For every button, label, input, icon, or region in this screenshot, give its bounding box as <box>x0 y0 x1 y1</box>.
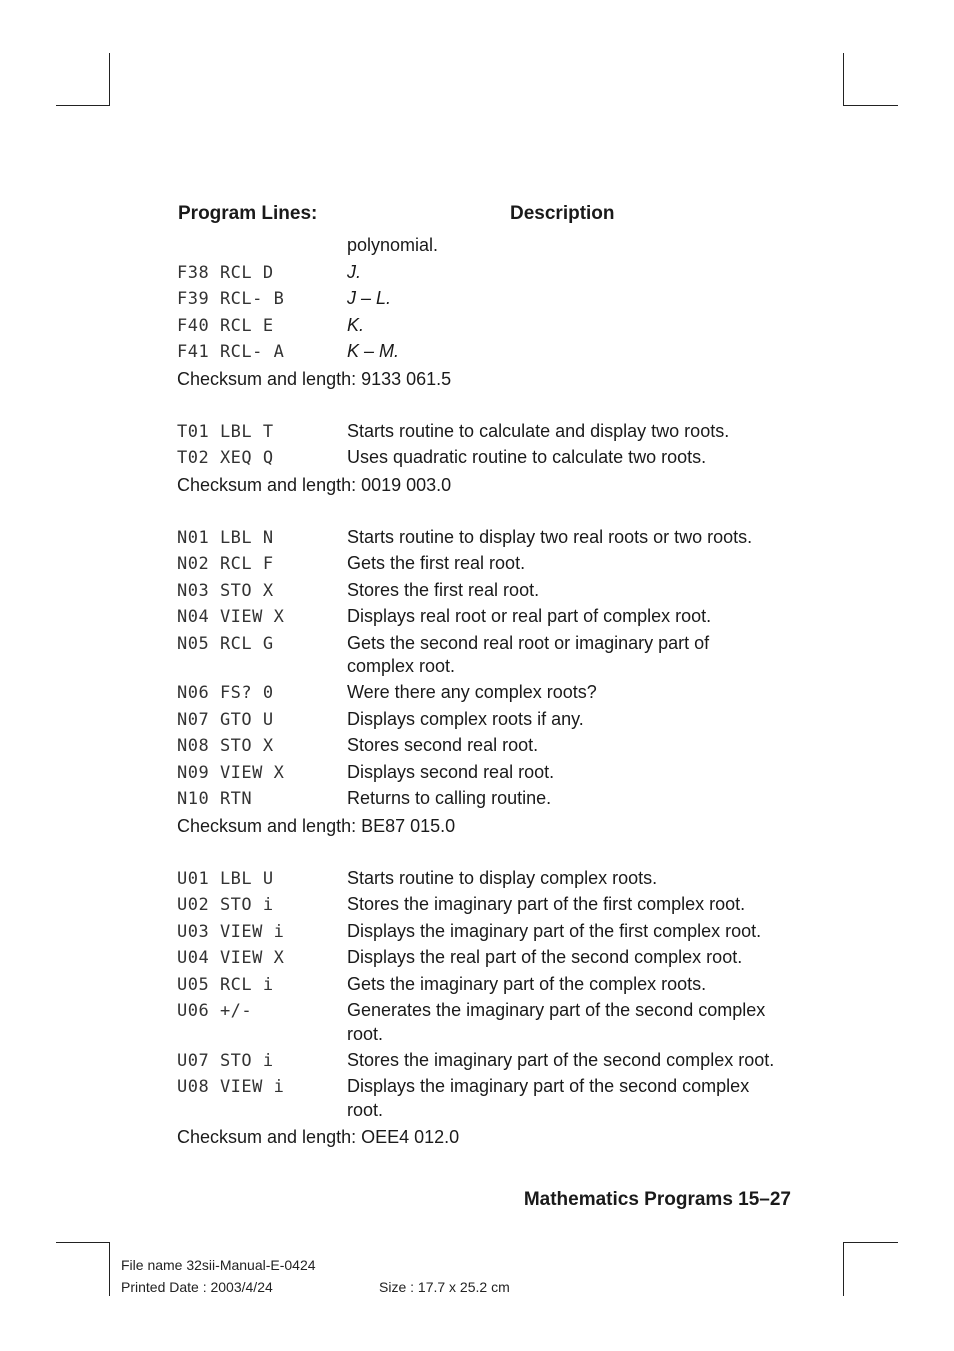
program-line-row <box>177 945 797 972</box>
crop-mark-bottom-right-vertical <box>843 1242 844 1296</box>
program-lines-header: Program Lines: <box>178 203 318 224</box>
crop-mark-top-left-horizontal <box>56 105 110 106</box>
program-line-row <box>177 445 797 472</box>
program-line-row <box>177 1048 797 1075</box>
program-step-code: F38 RCL D <box>177 262 274 283</box>
program-step-code: N10 RTN <box>177 789 253 809</box>
program-line-row <box>177 233 797 260</box>
description-line: Starts routine to calculate and display two roots. <box>347 420 730 441</box>
program-line-row <box>177 733 797 760</box>
program-step-description <box>347 866 657 891</box>
program-step-code: N06 FS? 0 <box>177 683 274 703</box>
program-step-code: F39 RCL- B <box>177 289 285 309</box>
program-step-description <box>347 419 729 444</box>
program-step-code: U08 VIEW i <box>177 1077 285 1097</box>
program-line-row <box>177 631 797 681</box>
description-line: Stores the imaginary part of the first complex root. <box>347 894 746 914</box>
description-line: Stores second real root. <box>347 735 539 755</box>
program-step-code: U06 +/- <box>177 1001 253 1021</box>
program-line-row <box>177 1074 797 1124</box>
description-line: K. <box>347 314 365 335</box>
program-step-code: N02 RCL F <box>177 554 274 574</box>
program-step-description <box>347 919 761 944</box>
program-line-row <box>177 866 797 893</box>
program-step-description <box>347 578 539 603</box>
program-line-row <box>177 339 797 366</box>
page-footer-title: Mathematics Programs 15–27 <box>523 1189 791 1210</box>
crop-mark-bottom-left-horizontal <box>56 1242 110 1243</box>
program-line-row <box>177 260 797 287</box>
program-step-description <box>347 233 438 258</box>
program-line-row <box>177 680 797 707</box>
program-step-description <box>347 339 399 364</box>
program-line-row <box>177 972 797 999</box>
program-step-description <box>347 631 709 679</box>
crop-mark-top-right-horizontal <box>843 105 898 106</box>
program-step-code: T01 LBL T <box>177 421 274 442</box>
program-step-code: F41 RCL- A <box>177 342 285 362</box>
program-step-code: N08 STO X <box>177 736 274 756</box>
description-line: Were there any complex roots? <box>347 682 597 702</box>
program-listing <box>177 233 797 1151</box>
program-step-description <box>347 760 554 785</box>
description-line: polynomial. <box>347 235 439 255</box>
program-step-description <box>347 525 752 550</box>
program-step-code: U03 VIEW i <box>177 921 285 942</box>
program-line-row <box>177 760 797 787</box>
crop-mark-bottom-left-vertical <box>109 1242 110 1296</box>
program-line-row <box>177 998 797 1048</box>
description-line: Gets the first real root. <box>347 553 526 573</box>
section-gap <box>177 499 797 525</box>
checksum-line: Checksum and length: BE87 015.0 <box>177 815 456 836</box>
description-line: Stores the imaginary part of the second complex root. <box>347 1049 775 1070</box>
program-step-code: U02 STO i <box>177 895 274 915</box>
description-line: Gets the second real root or imaginary part of <box>347 632 710 653</box>
program-step-description <box>347 260 361 285</box>
page-size: Size : 17.7 x 25.2 cm <box>379 1279 510 1295</box>
description-continuation-line: root. <box>347 1099 384 1120</box>
program-step-code: U01 LBL U <box>177 868 274 889</box>
description-line: Uses quadratic routine to calculate two roots. <box>347 447 707 467</box>
program-step-code: N04 VIEW X <box>177 607 285 627</box>
section-gap <box>177 393 797 419</box>
description-line: Displays real root or real part of complex root. <box>347 606 712 626</box>
program-step-code: U04 VIEW X <box>177 948 285 968</box>
description-line: Displays second real root. <box>347 761 555 782</box>
checksum-line: Checksum and length: OEE4 012.0 <box>177 1126 460 1147</box>
program-step-description <box>347 733 538 758</box>
program-step-description <box>347 972 706 997</box>
crop-mark-top-left-vertical <box>109 53 110 106</box>
description-line: Displays complex roots if any. <box>347 708 584 729</box>
program-step-description <box>347 707 584 732</box>
program-step-description <box>347 313 364 338</box>
program-step-code: U05 RCL i <box>177 974 274 995</box>
description-line: Stores the first real root. <box>347 579 540 600</box>
description-line: J – L. <box>347 288 392 308</box>
program-line-row <box>177 551 797 578</box>
program-step-description <box>347 998 765 1046</box>
program-step-description <box>347 445 706 470</box>
printed-date: Printed Date : 2003/4/24 <box>121 1279 273 1295</box>
description-line: Displays the imaginary part of the first complex root. <box>347 920 762 941</box>
program-step-description <box>347 1074 749 1122</box>
description-continuation-line: root. <box>347 1023 384 1044</box>
file-name: File name 32sii-Manual-E-0424 <box>121 1257 316 1273</box>
description-header: Description <box>510 203 615 224</box>
program-step-code: N07 GTO U <box>177 709 274 730</box>
description-line: Displays the real part of the second complex root. <box>347 947 743 967</box>
program-step-code: N05 RCL G <box>177 633 274 654</box>
program-step-description <box>347 945 742 970</box>
program-step-code: N03 STO X <box>177 580 274 601</box>
program-step-description <box>347 286 391 311</box>
program-step-description <box>347 604 711 629</box>
program-step-code: N01 LBL N <box>177 527 274 548</box>
program-line-row <box>177 707 797 734</box>
program-line-row <box>177 419 797 446</box>
crop-mark-bottom-right-horizontal <box>843 1242 898 1243</box>
program-step-code: U07 STO i <box>177 1050 274 1071</box>
program-line-row <box>177 313 797 340</box>
description-line: Gets the imaginary part of the complex roots. <box>347 973 707 994</box>
crop-mark-top-right-vertical <box>843 53 844 106</box>
program-step-code: F40 RCL E <box>177 315 274 336</box>
program-step-code: N09 VIEW X <box>177 762 285 783</box>
program-step-description <box>347 1048 774 1073</box>
checksum-line: Checksum and length: 9133 061.5 <box>177 368 452 389</box>
program-line-row <box>177 578 797 605</box>
program-line-row <box>177 919 797 946</box>
program-step-description <box>347 551 525 576</box>
program-line-row <box>177 286 797 313</box>
description-line: K – M. <box>347 341 400 361</box>
program-line-row <box>177 786 797 813</box>
description-line: Starts routine to display two real roots or two roots. <box>347 526 753 547</box>
program-line-row <box>177 525 797 552</box>
description-line: Returns to calling routine. <box>347 788 552 808</box>
description-line: Generates the imaginary part of the second complex <box>347 1000 766 1020</box>
description-line: Starts routine to display complex roots. <box>347 867 658 888</box>
program-line-row <box>177 604 797 631</box>
checksum-line: Checksum and length: 0019 003.0 <box>177 474 452 495</box>
description-continuation-line: complex root. <box>347 656 456 676</box>
program-step-description <box>347 892 745 917</box>
description-line: J. <box>347 261 362 282</box>
description-line: Displays the imaginary part of the second complex <box>347 1076 750 1096</box>
program-step-code: T02 XEQ Q <box>177 448 274 468</box>
program-step-description <box>347 786 551 811</box>
program-line-row <box>177 892 797 919</box>
section-gap <box>177 840 797 866</box>
program-step-description <box>347 680 597 705</box>
